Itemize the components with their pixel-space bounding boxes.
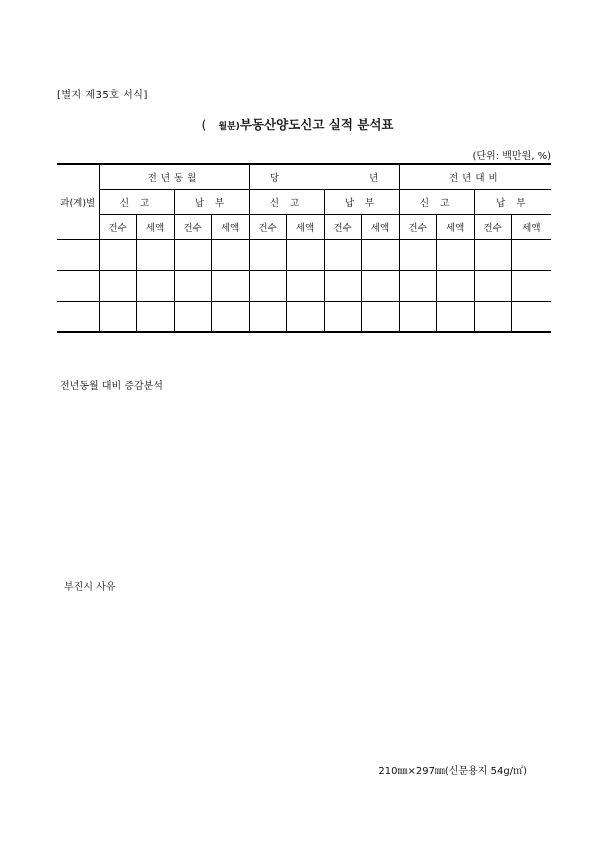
table-cell[interactable] [286,239,324,270]
unit-note: (단위: 백만원, %) [472,151,551,162]
underperformance-reason-label: 부진시 사유 [64,582,116,593]
table-row [57,301,551,332]
table-cell[interactable] [286,301,324,332]
table-cell[interactable] [436,301,474,332]
table-cell[interactable] [286,270,324,301]
table-cell[interactable] [211,239,249,270]
table-cell[interactable] [511,270,551,301]
table-cell[interactable] [211,270,249,301]
table-cell[interactable] [174,270,211,301]
table-cell[interactable] [511,239,551,270]
table-cell[interactable] [57,270,99,301]
title-main: 부동산양도신고 실적 분석표 [239,117,394,132]
group-header-row [57,164,551,189]
subgroup-report: 신 고 [99,189,174,214]
table-cell[interactable] [249,270,286,301]
column-header-row [57,214,551,239]
table-cell[interactable] [324,301,361,332]
col-tax-amount: 세액 [361,214,399,239]
col-count: 건수 [474,214,511,239]
subgroup-report: 신 고 [399,189,474,214]
table-cell[interactable] [324,270,361,301]
table-cell[interactable] [399,301,436,332]
table-cell[interactable] [399,239,436,270]
col-tax-amount: 세액 [136,214,174,239]
table-cell[interactable] [211,301,249,332]
group-header-current-year: 당 년 [249,164,399,189]
table-cell[interactable] [474,239,511,270]
table-cell[interactable] [436,239,474,270]
row-header-cell: 과(계)별 [57,164,99,239]
subgroup-payment: 납 부 [474,189,551,214]
col-tax-amount: 세액 [211,214,249,239]
table-cell[interactable] [249,301,286,332]
table-cell[interactable] [324,239,361,270]
table-cell[interactable] [174,301,211,332]
col-count: 건수 [99,214,136,239]
col-count: 건수 [174,214,211,239]
table-cell[interactable] [436,270,474,301]
table-cell[interactable] [361,239,399,270]
table-cell[interactable] [174,239,211,270]
col-tax-amount: 세액 [436,214,474,239]
analysis-table [57,163,551,333]
table-cell[interactable] [249,239,286,270]
table-cell[interactable] [99,301,136,332]
subgroup-payment: 납 부 [324,189,399,214]
title-month-suffix: 월분) [218,122,240,132]
col-count: 건수 [399,214,436,239]
subgroup-header-row [57,189,551,214]
table-cell[interactable] [399,270,436,301]
table-cell[interactable] [474,270,511,301]
table-cell[interactable] [57,239,99,270]
title-paren-open: ( [201,117,207,132]
document-title [0,115,595,133]
table-cell[interactable] [136,239,174,270]
col-tax-amount: 세액 [286,214,324,239]
table-cell[interactable] [361,270,399,301]
col-count: 건수 [324,214,361,239]
form-number: [별지 제35호 서식] [57,90,148,101]
table-cell[interactable] [511,301,551,332]
table-row [57,270,551,301]
col-tax-amount: 세액 [511,214,551,239]
paper-spec: 210㎜×297㎜(신문용지 54g/㎡) [378,766,527,777]
table-cell[interactable] [474,301,511,332]
col-count: 건수 [249,214,286,239]
table-cell[interactable] [136,301,174,332]
yoy-analysis-label: 전년동월 대비 증감분석 [60,381,163,392]
table-row [57,239,551,270]
subgroup-payment: 납 부 [174,189,249,214]
group-header-prev-month: 전년동월 [99,164,249,189]
table-cell[interactable] [57,301,99,332]
table-cell[interactable] [361,301,399,332]
subgroup-report: 신 고 [249,189,324,214]
group-header-yoy: 전년대비 [399,164,551,189]
table-cell[interactable] [99,239,136,270]
table-cell[interactable] [136,270,174,301]
table-cell[interactable] [99,270,136,301]
